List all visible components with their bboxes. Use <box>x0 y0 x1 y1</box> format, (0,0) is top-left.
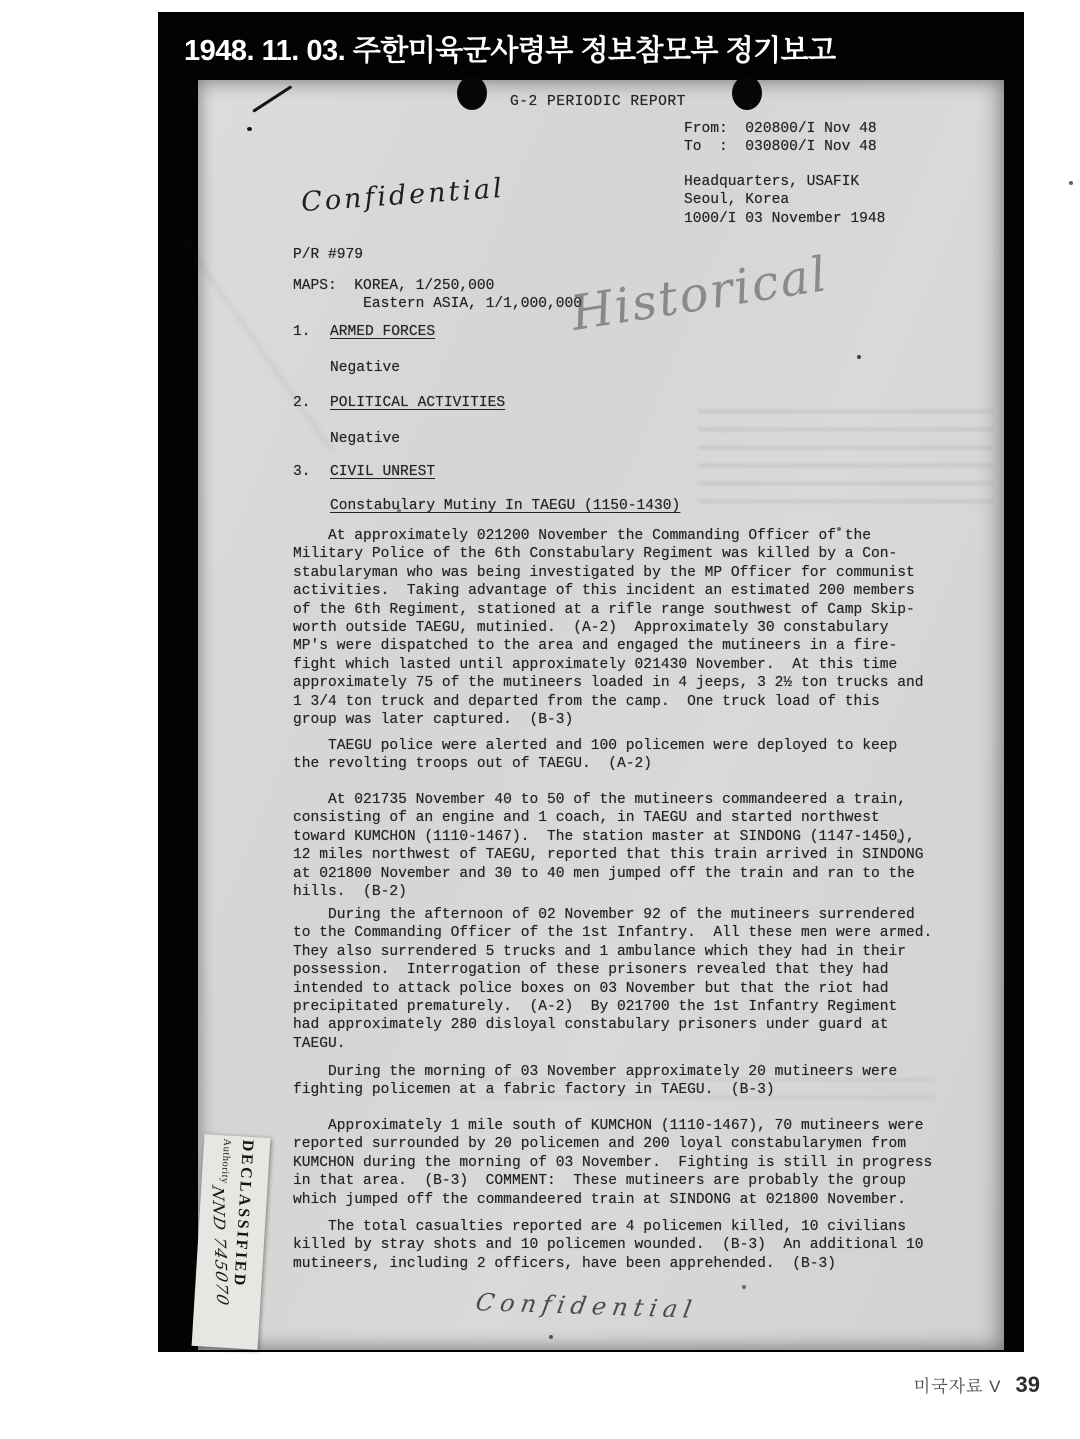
paper-specks <box>198 80 200 82</box>
section-heading: POLITICAL ACTIVITIES <box>330 395 506 411</box>
period-from: From: 020800/I Nov 48 <box>684 121 877 137</box>
paragraph: At 021735 November 40 to 50 of the mutineers commandeered a train, consisting of an engine and 1 coach, in TAEGU and started northwest toward KUMCHON (1110-1467). The station master at SINDONG (1147-1450), 12 miles northwest of TAEGU, reported that this train arrived in SINDONG at 021800 November and 30 to 40 men jumped off the train and ran to the hills. (B-2) <box>293 792 924 901</box>
pen-scratch-mark <box>252 85 292 113</box>
report-period <box>684 120 877 157</box>
paragraph: During the morning of 03 November approximately 20 mutineers were fighting policemen at a fabric factory in TAEGU. (B-3) <box>293 1064 898 1099</box>
section-number: 2. <box>293 395 311 411</box>
paragraph: The total casualties reported are 4 policemen killed, 10 civilians killed by stray shots and 10 policemen wounded. (B-3) An additional 10 mutineers, including 2 officers, have been apprehended. (B-3) <box>293 1219 924 1272</box>
scan-frame <box>158 12 1024 1352</box>
paragraph: During the afternoon of 02 November 92 of the mutineers surrendered to the Commanding Officer of the 1st Infantry. All these men were armed. They also surrendered 5 trucks and 1 ambulance which they had in their possession. Interrogation of these prisoners revealed that they had intended to attack police boxes on 03 November but that the riot had precipitated prematurely. (A-2) By 021700 the 1st Infantry Regiment had approximately 280 disloyal constabulary prisoners under guard at TAEGU. <box>293 907 933 1052</box>
section-armed-forces <box>293 323 435 341</box>
footer-source-label: 미국자료 V <box>913 1377 1002 1396</box>
classification-handwritten-top: Confidential <box>300 172 506 219</box>
paragraph: TAEGU police were alerted and 100 policemen were deployed to keep the revolting troops out of TAEGU. (A-2) <box>293 738 898 773</box>
period-to: To : 030800/I Nov 48 <box>684 139 877 156</box>
paragraph: Approximately 1 mile south of KUMCHON (1110-1467), 70 mutineers were reported surrounded by 20 policemen and 200 loyal constabularymen from KUMCHON during the morning of 03 November. Fighting is still in progress in that area. (B-3) COMMENT: These mutineers are probably the group which jumped off the commandeered train at SINDONG at 021800 November. <box>293 1118 933 1208</box>
section-number: 1. <box>293 324 311 340</box>
section-heading: ARMED FORCES <box>330 324 436 340</box>
report-number: P/R #979 <box>293 247 364 263</box>
stamp-authority-number: NND 745070 <box>208 1184 233 1309</box>
pen-scratch-dot <box>247 127 252 131</box>
declassified-stamp-text <box>195 1137 267 1346</box>
punch-hole-right <box>732 76 762 110</box>
stamp-authority-label: Authority <box>219 1138 233 1185</box>
punch-hole-left <box>457 76 487 110</box>
section-political-activities-body: Negative <box>330 431 401 447</box>
page-footer <box>914 1372 1040 1398</box>
footer-page-number: 39 <box>1015 1372 1040 1397</box>
section-civil-unrest <box>293 463 435 481</box>
maps-reference: MAPS: KOREA, 1/250,000 Eastern ASIA, 1/1,000,000 <box>293 278 583 313</box>
section-political-activities <box>293 394 505 412</box>
declassified-stamp <box>192 1134 271 1350</box>
document-page <box>198 80 1004 1350</box>
report-title: G-2 PERIODIC REPORT <box>510 94 686 110</box>
subject-heading: Constabulary Mutiny In TAEGU (1150-1430) <box>330 498 681 514</box>
banner-title: 1948. 11. 03. 주한미육군사령부 정보참모부 정기보고 <box>184 35 836 67</box>
stamp-declassified-label: DECLASSIFIED <box>230 1139 257 1289</box>
classification-handwritten-bottom: Confidential <box>473 1288 700 1324</box>
issuer-block: Headquarters, USAFIK Seoul, Korea 1000/I 03 November 1948 <box>684 174 886 227</box>
section-armed-forces-body: Negative <box>330 360 401 376</box>
handwritten-note: Historical <box>567 246 832 342</box>
ink-bleedthrough <box>698 410 993 505</box>
section-number: 3. <box>293 464 311 480</box>
section-heading: CIVIL UNREST <box>330 464 436 480</box>
paragraph: At approximately 021200 November the Commanding Officer of the Military Police of the 6th Constabulary Regiment was killed by a Con- stabularyman who was being investigated by the MP Officer for communist activities. Taking advantage of this incident an estimated 200 members of the 6th Regiment, stationed at a rifle range southwest of Camp Skip- worth outside TAEGU, mutinied. (A-2) Approximately 30 constabulary MP's were dispatched to the area and engaged the mutineers in a fire- fight which lasted until approximately 021430 November. At this time approximately 75 of the mutineers loaded in 4 jeeps, 3 2½ ton trucks and 1 3/4 ton truck and departed from the camp. One truck load of this group was later captured. (B-3) <box>293 528 924 729</box>
